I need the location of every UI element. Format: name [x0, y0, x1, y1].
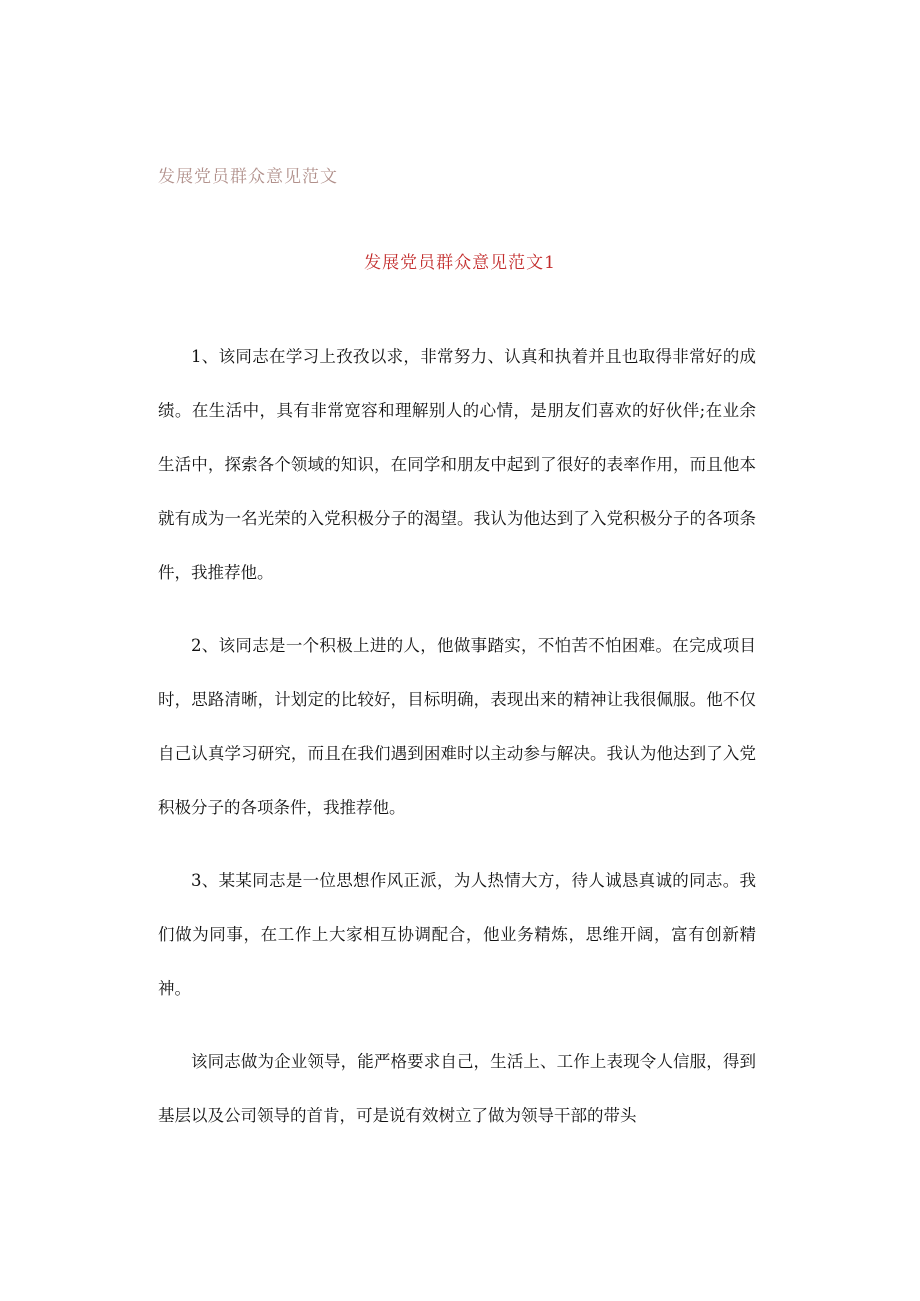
section-title: 发展党员群众意见范文1: [364, 253, 556, 273]
paragraph-4: 该同志做为企业领导，能严格要求自己，生活上、工作上表现令人信服，得到基层以及公司领导的首肯，可是说有效树立了做为领导干部的带头: [158, 1052, 756, 1125]
paragraph-2: 2、该同志是一个积极上进的人，他做事踏实，不怕苦不怕困难。在完成项目时，思路清晰，计划定的比较好，目标明确，表现出来的精神让我很佩服。他不仅自己认真学习研究，而且在我们遇到困难时以主动参与解决。我认为他达到了入党积极分子的各项条件，我推荐他。: [158, 636, 756, 817]
paragraph-1: 1、该同志在学习上孜孜以求，非常努力、认真和执着并且也取得非常好的成绩。在生活中，具有非常宽容和理解别人的心情，是朋友们喜欢的好伙伴;在业余生活中，探索各个领域的知识，在同学和朋友中起到了很好的表率作用，而且他本就有成为一名光荣的入党积极分子的渴望。我认为他达到了入党积极分子的各项条件，我推荐他。: [158, 347, 756, 582]
paragraph-3: 3、某某同志是一位思想作风正派，为人热情大方，待人诚恳真诚的同志。我们做为同事，在工作上大家相互协调配合，他业务精炼，思维开阔，富有创新精神。: [158, 871, 756, 998]
document-header: 发展党员群众意见范文: [158, 167, 338, 187]
document-body: [158, 330, 756, 1162]
